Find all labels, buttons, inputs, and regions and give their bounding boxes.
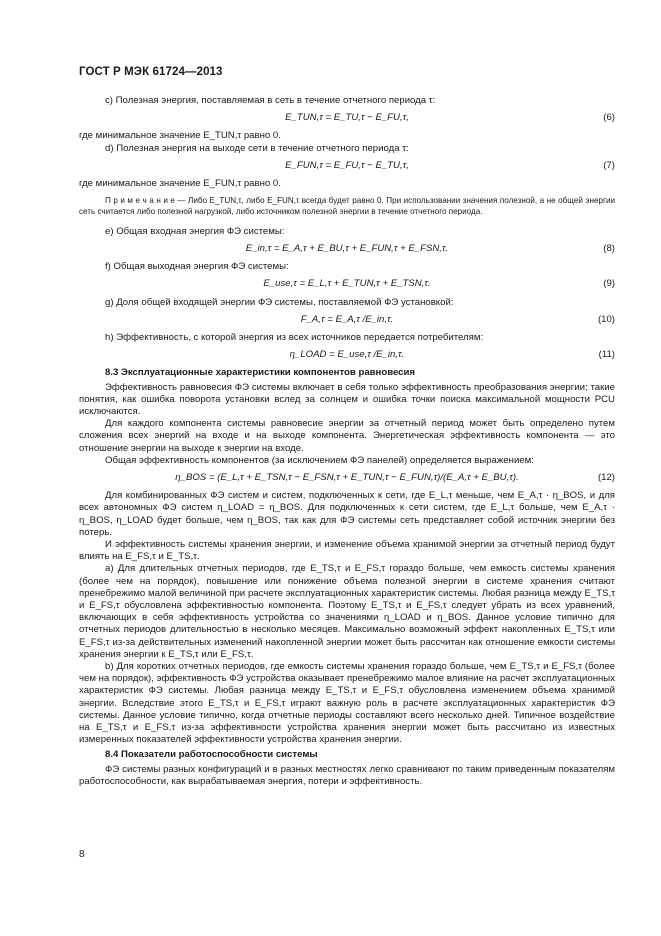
- list-item-g: g) Доля общей входящей энергии ФЭ системы, поставляемой ФЭ установкой:: [105, 296, 454, 308]
- section-heading-8-4: 8.4 Показатели работоспособности системы: [105, 749, 318, 761]
- paragraph-performance-indicators: ФЭ системы разных конфигураций и в разных местностях легко сравнивают по таким приведенным показателям работоспособности, как вырабатываемая энергия, потери и эффективность.: [79, 763, 615, 787]
- equation-6-body: E_TUN,τ = E_TU,τ − E_FU,τ,: [285, 112, 409, 124]
- page-number: 8: [79, 849, 85, 860]
- list-item-f: f) Общая выходная энергия ФЭ системы:: [105, 261, 289, 273]
- equation-9: [79, 278, 615, 290]
- paragraph-component-balance: Для каждого компонента системы равновесие энергии за отчетный период может быть определено путем сложения всех энергий на входе и на выходе компонента. Энергетическая эффективность компонента — это отношение энергии на выходе к энергии на входе.: [79, 418, 615, 454]
- equation-11-body: η_LOAD = E_use,τ /E_in,τ.: [289, 349, 405, 361]
- section-heading-8-3: 8.3 Эксплуатационные характеристики компонентов равновесия: [105, 367, 416, 379]
- equation-8-body: E_in,τ = E_A,τ + E_BU,τ + E_FUN,τ + E_FSN,τ.: [245, 242, 449, 254]
- list-item-d: d) Полезная энергия на выходе сети в течение отчетного периода τ:: [105, 142, 409, 154]
- clause-after-d: где минимальное значение E_FUN,τ равно 0.: [79, 177, 281, 189]
- list-item-h: h) Эффективность, с которой энергия из всех источников передается потребителям:: [105, 331, 484, 343]
- paragraph-long-periods: а) Для длительных отчетных периодов, где E_TS,τ и E_FS,τ гораздо больше, чем емкость системы хранения (более чем на порядок), повышение или понижение объема полезной энергии в системе хранения считают пренебрежимо малой величиной при расчете эксплуатационных характеристик системы. Любая разница между E_TS,τ и E_FS,τ обусловлена эффективностью компонента. Поэтому E_TS,τ и E_FS,τ следует убрать из всех уравнений, включающих в себя эффективность устройства со значениями η_LOAD и η_BOS. Данное условие типично для отчетных периодов длительностью в несколько месяцев. Максимально возможный эффект накопленных E_TS,τ или E_FS,τ из-за действительных изменений накопленной энергии может быть рассчитан как отношение емкости системы хранения энергии к E_TS,τ или E_FS,τ.: [79, 563, 615, 660]
- equation-7: [79, 160, 615, 172]
- equation-9-body: E_use,τ = E_L,τ + E_TUN,τ + E_TSN,τ.: [263, 278, 431, 290]
- list-item-c: с) Полезная энергия, поставляемая в сеть в течение отчетного периода τ:: [105, 95, 436, 106]
- page-content: [79, 95, 615, 788]
- equation-12-number: (12): [597, 471, 615, 483]
- equation-7-body: E_FUN,τ = E_FU,τ − E_TU,τ,: [285, 159, 409, 171]
- equation-12-body: η_BOS = (E_L,τ + E_TSN,τ − E_FSN,τ + E_TUN,τ − E_FUN,τ)/(E_A,τ + E_BU,τ).: [175, 471, 519, 483]
- equation-9-number: (9): [603, 278, 615, 290]
- paragraph-storage-effect: И эффективность системы хранения энергии, и изменение объема хранимой энергии за отчетный период будут влиять на E_FS,τ и E_TS,τ.: [79, 538, 615, 563]
- note: П р и м е ч а н и е — Либо E_TUN,τ, либо E_FUN,τ всегда будет равно 0. При использовании значения полезной, а не общей энергии сеть считается либо полезной нагрузкой, либо источником полезной энергии в течение отчетного периода.: [79, 196, 615, 216]
- standard-header: ГОСТ Р МЭК 61724—2013: [79, 66, 223, 78]
- equation-8: [79, 243, 615, 255]
- equation-6-number: (6): [603, 112, 615, 124]
- equation-11-number: (11): [598, 349, 615, 361]
- paragraph-bos-efficiency: Эффективность равновесия ФЭ системы включает в себя только эффективность преобразования энергии; такие понятия, как ошибка поворота установки вслед за солнцем и ошибка точки поиска максимальной мощности PCU исключаются.: [79, 381, 615, 417]
- equation-6: [79, 112, 615, 124]
- paragraph-short-periods: b) Для коротких отчетных периодов, где емкость системы хранения гораздо больше, чем E_TS,τ и E_FS,τ (более чем на порядок), эффективность ФЭ устройства оказывает пренебрежимо малое влияние на расчет эксплуатационных характеристик ФЭ системы. Любая разница между E_TS,τ и E_FS,τ обусловлена изменением объема хранимой энергии. Вследствие этого E_TS,τ и E_FS,τ играют важную роль в расчете эксплуатационных характеристик ФЭ системы. Данное условие типично, когда отчетные периоды составляют всего несколько дней. Типичное воздействие на E_TS,τ и E_FS,τ из-за эффективности устройства хранения энергии может быть рассчитано из известных измеренных показателей эффективности устройства хранения энергии.: [79, 661, 615, 746]
- clause-after-c: где минимальное значение E_TUN,τ равно 0.: [79, 130, 281, 142]
- paragraph-grid-systems: Для комбинированных ФЭ систем и систем, подключенных к сети, где E_L,τ меньше, чем E_A,τ · η_BOS, и для всех автономных ФЭ систем η_LOAD = η_BOS. Для подключенных к сети систем, где E_L,τ больше, чем E_A,τ · η_BOS, η_LOAD будет больше, чем η_BOS, так как для ФЭ системы сеть представляет собой источник энергии без потерь.: [79, 490, 615, 538]
- equation-11: [79, 349, 615, 361]
- equation-8-number: (8): [603, 242, 615, 254]
- equation-10: [79, 314, 615, 326]
- list-item-e: е) Общая входная энергия ФЭ системы:: [105, 225, 285, 237]
- paragraph-overall-efficiency: Общая эффективность компонентов (за исключением ФЭ панелей) определяется выражением:: [105, 454, 534, 466]
- equation-10-number: (10): [597, 313, 615, 325]
- equation-12: [79, 472, 615, 484]
- equation-10-body: F_A,τ = E_A,τ /E_in,τ.: [300, 313, 394, 325]
- equation-7-number: (7): [603, 159, 615, 171]
